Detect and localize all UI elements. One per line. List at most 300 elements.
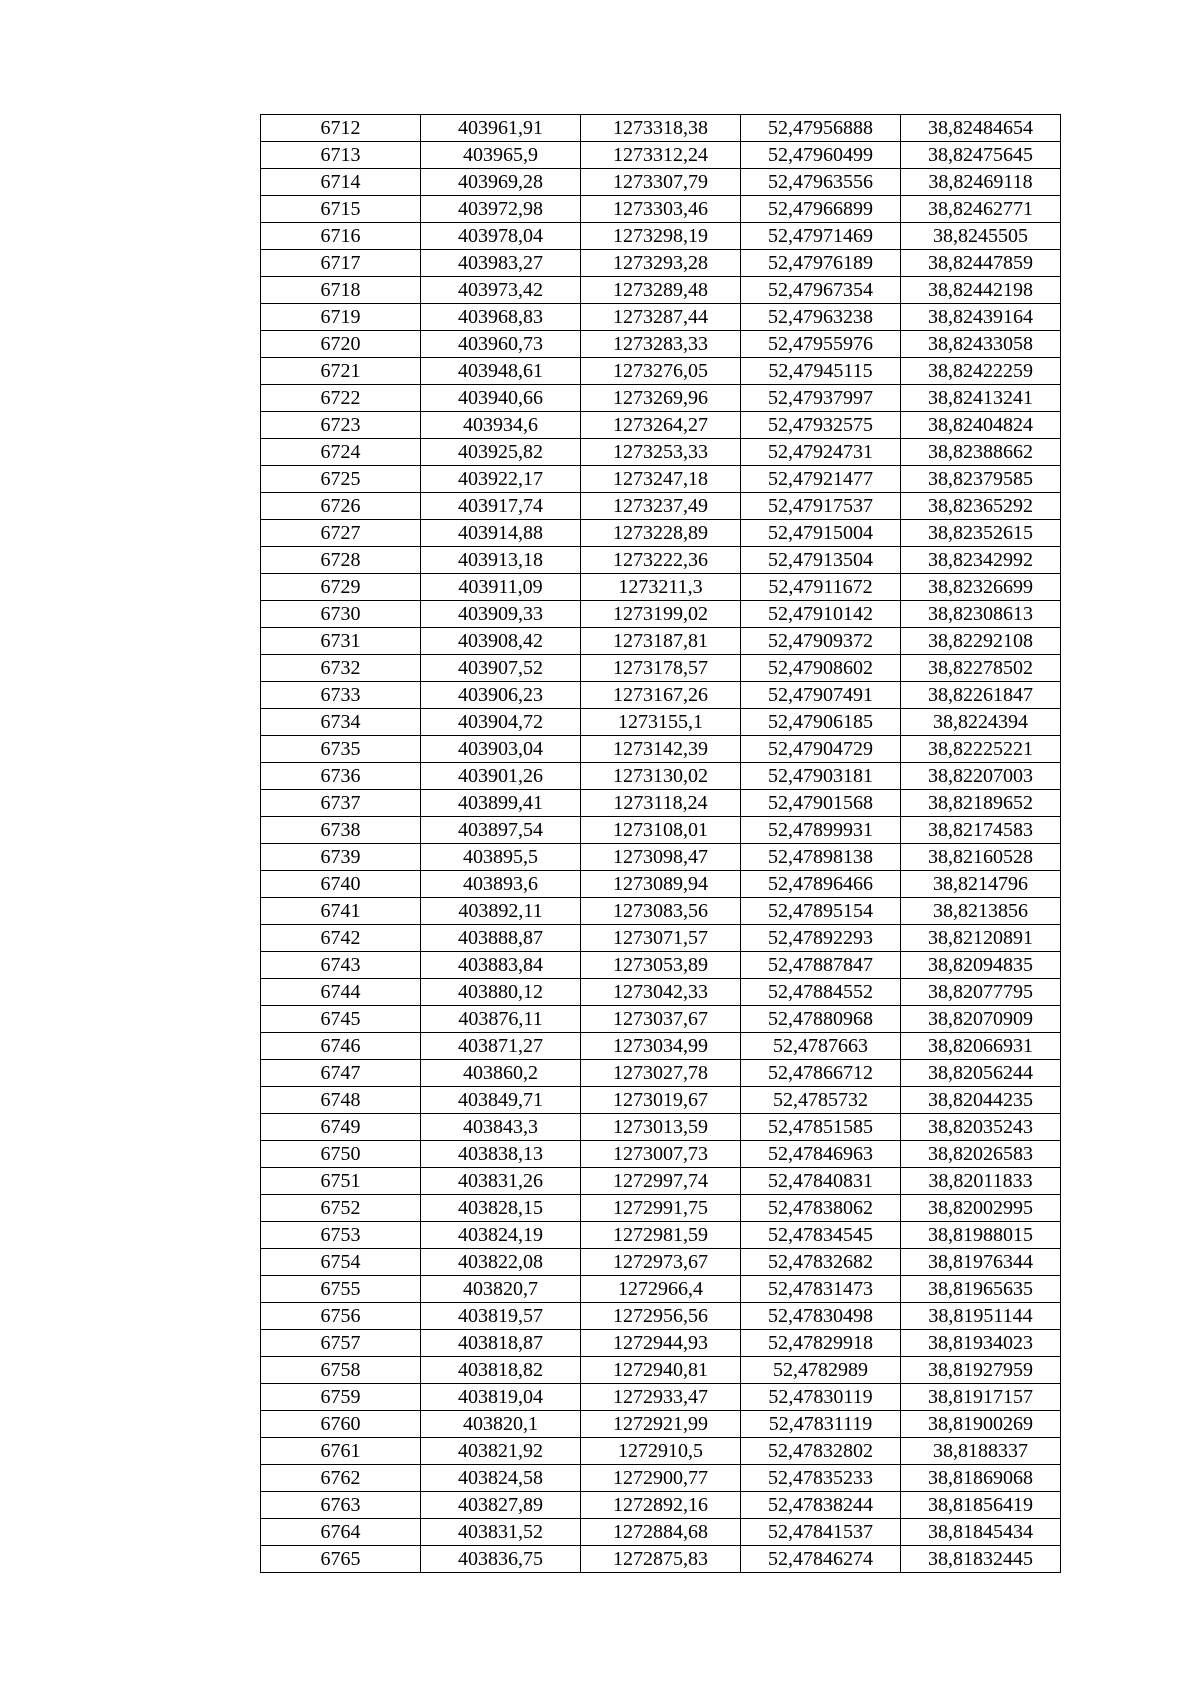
- latitude-cell: 52,47945115: [741, 358, 901, 385]
- table-row: [261, 1222, 1061, 1249]
- longitude-cell: 38,82207003: [901, 763, 1061, 790]
- latitude-cell: 52,47904729: [741, 736, 901, 763]
- longitude-cell: 38,81951144: [901, 1303, 1061, 1330]
- x-coordinate-cell: 403880,12: [421, 979, 581, 1006]
- latitude-cell: 52,47841537: [741, 1519, 901, 1546]
- latitude-cell: 52,4782989: [741, 1357, 901, 1384]
- x-coordinate-cell: 403888,87: [421, 925, 581, 952]
- y-coordinate-cell: 1272933,47: [581, 1384, 741, 1411]
- point-number-cell: 6732: [261, 655, 421, 682]
- table-row: [261, 898, 1061, 925]
- latitude-cell: 52,47887847: [741, 952, 901, 979]
- point-number-cell: 6736: [261, 763, 421, 790]
- point-number-cell: 6762: [261, 1465, 421, 1492]
- x-coordinate-cell: 403968,83: [421, 304, 581, 331]
- longitude-cell: 38,82160528: [901, 844, 1061, 871]
- latitude-cell: 52,47840831: [741, 1168, 901, 1195]
- point-number-cell: 6739: [261, 844, 421, 871]
- point-number-cell: 6740: [261, 871, 421, 898]
- x-coordinate-cell: 403831,52: [421, 1519, 581, 1546]
- table-row: [261, 115, 1061, 142]
- longitude-cell: 38,82035243: [901, 1114, 1061, 1141]
- x-coordinate-cell: 403948,61: [421, 358, 581, 385]
- latitude-cell: 52,47913504: [741, 547, 901, 574]
- latitude-cell: 52,47967354: [741, 277, 901, 304]
- latitude-cell: 52,47895154: [741, 898, 901, 925]
- coordinates-table: [260, 114, 1061, 1573]
- table-row: [261, 223, 1061, 250]
- longitude-cell: 38,82365292: [901, 493, 1061, 520]
- longitude-cell: 38,81900269: [901, 1411, 1061, 1438]
- table-row: [261, 1546, 1061, 1573]
- point-number-cell: 6713: [261, 142, 421, 169]
- table-row: [261, 1033, 1061, 1060]
- x-coordinate-cell: 403843,3: [421, 1114, 581, 1141]
- y-coordinate-cell: 1272981,59: [581, 1222, 741, 1249]
- y-coordinate-cell: 1273253,33: [581, 439, 741, 466]
- table-row: [261, 925, 1061, 952]
- table-row: [261, 1438, 1061, 1465]
- point-number-cell: 6759: [261, 1384, 421, 1411]
- table-row: [261, 1330, 1061, 1357]
- latitude-cell: 52,47963556: [741, 169, 901, 196]
- longitude-cell: 38,82352615: [901, 520, 1061, 547]
- y-coordinate-cell: 1273155,1: [581, 709, 741, 736]
- y-coordinate-cell: 1272944,93: [581, 1330, 741, 1357]
- y-coordinate-cell: 1272910,5: [581, 1438, 741, 1465]
- table-row: [261, 250, 1061, 277]
- latitude-cell: 52,47906185: [741, 709, 901, 736]
- latitude-cell: 52,47832682: [741, 1249, 901, 1276]
- point-number-cell: 6717: [261, 250, 421, 277]
- y-coordinate-cell: 1272991,75: [581, 1195, 741, 1222]
- table-row: [261, 1087, 1061, 1114]
- latitude-cell: 52,47921477: [741, 466, 901, 493]
- y-coordinate-cell: 1272973,67: [581, 1249, 741, 1276]
- x-coordinate-cell: 403969,28: [421, 169, 581, 196]
- point-number-cell: 6753: [261, 1222, 421, 1249]
- point-number-cell: 6718: [261, 277, 421, 304]
- longitude-cell: 38,81988015: [901, 1222, 1061, 1249]
- latitude-cell: 52,47831119: [741, 1411, 901, 1438]
- x-coordinate-cell: 403934,6: [421, 412, 581, 439]
- latitude-cell: 52,47917537: [741, 493, 901, 520]
- y-coordinate-cell: 1273269,96: [581, 385, 741, 412]
- point-number-cell: 6765: [261, 1546, 421, 1573]
- y-coordinate-cell: 1273199,02: [581, 601, 741, 628]
- longitude-cell: 38,8214796: [901, 871, 1061, 898]
- table-row: [261, 628, 1061, 655]
- y-coordinate-cell: 1273142,39: [581, 736, 741, 763]
- x-coordinate-cell: 403960,73: [421, 331, 581, 358]
- point-number-cell: 6744: [261, 979, 421, 1006]
- latitude-cell: 52,47831473: [741, 1276, 901, 1303]
- longitude-cell: 38,82422259: [901, 358, 1061, 385]
- table-row: [261, 1357, 1061, 1384]
- longitude-cell: 38,82308613: [901, 601, 1061, 628]
- point-number-cell: 6737: [261, 790, 421, 817]
- y-coordinate-cell: 1273083,56: [581, 898, 741, 925]
- x-coordinate-cell: 403913,18: [421, 547, 581, 574]
- x-coordinate-cell: 403972,98: [421, 196, 581, 223]
- table-row: [261, 466, 1061, 493]
- point-number-cell: 6721: [261, 358, 421, 385]
- longitude-cell: 38,82066931: [901, 1033, 1061, 1060]
- y-coordinate-cell: 1272997,74: [581, 1168, 741, 1195]
- latitude-cell: 52,47955976: [741, 331, 901, 358]
- latitude-cell: 52,47896466: [741, 871, 901, 898]
- point-number-cell: 6763: [261, 1492, 421, 1519]
- table-row: [261, 817, 1061, 844]
- x-coordinate-cell: 403821,92: [421, 1438, 581, 1465]
- table-row: [261, 1276, 1061, 1303]
- x-coordinate-cell: 403909,33: [421, 601, 581, 628]
- table-row: [261, 1114, 1061, 1141]
- longitude-cell: 38,82056244: [901, 1060, 1061, 1087]
- y-coordinate-cell: 1273037,67: [581, 1006, 741, 1033]
- longitude-cell: 38,82189652: [901, 790, 1061, 817]
- x-coordinate-cell: 403819,57: [421, 1303, 581, 1330]
- longitude-cell: 38,82077795: [901, 979, 1061, 1006]
- x-coordinate-cell: 403827,89: [421, 1492, 581, 1519]
- point-number-cell: 6720: [261, 331, 421, 358]
- y-coordinate-cell: 1273211,3: [581, 574, 741, 601]
- table-row: [261, 655, 1061, 682]
- point-number-cell: 6741: [261, 898, 421, 925]
- latitude-cell: 52,47898138: [741, 844, 901, 871]
- x-coordinate-cell: 403876,11: [421, 1006, 581, 1033]
- point-number-cell: 6745: [261, 1006, 421, 1033]
- table-row: [261, 331, 1061, 358]
- latitude-cell: 52,47915004: [741, 520, 901, 547]
- longitude-cell: 38,81845434: [901, 1519, 1061, 1546]
- y-coordinate-cell: 1273187,81: [581, 628, 741, 655]
- longitude-cell: 38,8213856: [901, 898, 1061, 925]
- x-coordinate-cell: 403822,08: [421, 1249, 581, 1276]
- longitude-cell: 38,81934023: [901, 1330, 1061, 1357]
- point-number-cell: 6752: [261, 1195, 421, 1222]
- longitude-cell: 38,82484654: [901, 115, 1061, 142]
- latitude-cell: 52,47884552: [741, 979, 901, 1006]
- point-number-cell: 6748: [261, 1087, 421, 1114]
- table-row: [261, 547, 1061, 574]
- latitude-cell: 52,47846274: [741, 1546, 901, 1573]
- longitude-cell: 38,81976344: [901, 1249, 1061, 1276]
- x-coordinate-cell: 403818,87: [421, 1330, 581, 1357]
- point-number-cell: 6726: [261, 493, 421, 520]
- table-row: [261, 196, 1061, 223]
- longitude-cell: 38,82261847: [901, 682, 1061, 709]
- table-row: [261, 520, 1061, 547]
- latitude-cell: 52,47846963: [741, 1141, 901, 1168]
- x-coordinate-cell: 403922,17: [421, 466, 581, 493]
- longitude-cell: 38,82439164: [901, 304, 1061, 331]
- latitude-cell: 52,4785732: [741, 1087, 901, 1114]
- table-row: [261, 1411, 1061, 1438]
- latitude-cell: 52,47901568: [741, 790, 901, 817]
- table-row: [261, 790, 1061, 817]
- x-coordinate-cell: 403819,04: [421, 1384, 581, 1411]
- x-coordinate-cell: 403904,72: [421, 709, 581, 736]
- latitude-cell: 52,47829918: [741, 1330, 901, 1357]
- y-coordinate-cell: 1273130,02: [581, 763, 741, 790]
- point-number-cell: 6756: [261, 1303, 421, 1330]
- x-coordinate-cell: 403973,42: [421, 277, 581, 304]
- x-coordinate-cell: 403911,09: [421, 574, 581, 601]
- coordinates-table-body: [261, 115, 1061, 1573]
- point-number-cell: 6714: [261, 169, 421, 196]
- y-coordinate-cell: 1273071,57: [581, 925, 741, 952]
- latitude-cell: 52,47907491: [741, 682, 901, 709]
- longitude-cell: 38,82475645: [901, 142, 1061, 169]
- x-coordinate-cell: 403836,75: [421, 1546, 581, 1573]
- table-row: [261, 1492, 1061, 1519]
- longitude-cell: 38,82413241: [901, 385, 1061, 412]
- table-row: [261, 169, 1061, 196]
- y-coordinate-cell: 1273007,73: [581, 1141, 741, 1168]
- x-coordinate-cell: 403824,58: [421, 1465, 581, 1492]
- y-coordinate-cell: 1273303,46: [581, 196, 741, 223]
- point-number-cell: 6749: [261, 1114, 421, 1141]
- point-number-cell: 6725: [261, 466, 421, 493]
- latitude-cell: 52,47866712: [741, 1060, 901, 1087]
- y-coordinate-cell: 1273019,67: [581, 1087, 741, 1114]
- y-coordinate-cell: 1273287,44: [581, 304, 741, 331]
- table-row: [261, 979, 1061, 1006]
- y-coordinate-cell: 1273013,59: [581, 1114, 741, 1141]
- x-coordinate-cell: 403925,82: [421, 439, 581, 466]
- y-coordinate-cell: 1273098,47: [581, 844, 741, 871]
- x-coordinate-cell: 403820,7: [421, 1276, 581, 1303]
- x-coordinate-cell: 403892,11: [421, 898, 581, 925]
- table-row: [261, 1141, 1061, 1168]
- point-number-cell: 6764: [261, 1519, 421, 1546]
- point-number-cell: 6712: [261, 115, 421, 142]
- longitude-cell: 38,82447859: [901, 250, 1061, 277]
- table-row: [261, 709, 1061, 736]
- latitude-cell: 52,47851585: [741, 1114, 901, 1141]
- latitude-cell: 52,47830119: [741, 1384, 901, 1411]
- table-row: [261, 1384, 1061, 1411]
- y-coordinate-cell: 1273264,27: [581, 412, 741, 439]
- y-coordinate-cell: 1273307,79: [581, 169, 741, 196]
- point-number-cell: 6754: [261, 1249, 421, 1276]
- y-coordinate-cell: 1272940,81: [581, 1357, 741, 1384]
- latitude-cell: 52,47932575: [741, 412, 901, 439]
- latitude-cell: 52,47880968: [741, 1006, 901, 1033]
- y-coordinate-cell: 1273178,57: [581, 655, 741, 682]
- longitude-cell: 38,82326699: [901, 574, 1061, 601]
- y-coordinate-cell: 1273034,99: [581, 1033, 741, 1060]
- y-coordinate-cell: 1272900,77: [581, 1465, 741, 1492]
- x-coordinate-cell: 403965,9: [421, 142, 581, 169]
- point-number-cell: 6757: [261, 1330, 421, 1357]
- y-coordinate-cell: 1273247,18: [581, 466, 741, 493]
- point-number-cell: 6755: [261, 1276, 421, 1303]
- y-coordinate-cell: 1273118,24: [581, 790, 741, 817]
- point-number-cell: 6751: [261, 1168, 421, 1195]
- y-coordinate-cell: 1272966,4: [581, 1276, 741, 1303]
- table-row: [261, 1195, 1061, 1222]
- table-row: [261, 1168, 1061, 1195]
- latitude-cell: 52,47832802: [741, 1438, 901, 1465]
- table-row: [261, 142, 1061, 169]
- latitude-cell: 52,4787663: [741, 1033, 901, 1060]
- longitude-cell: 38,82433058: [901, 331, 1061, 358]
- longitude-cell: 38,82120891: [901, 925, 1061, 952]
- y-coordinate-cell: 1272921,99: [581, 1411, 741, 1438]
- point-number-cell: 6734: [261, 709, 421, 736]
- longitude-cell: 38,82278502: [901, 655, 1061, 682]
- y-coordinate-cell: 1272956,56: [581, 1303, 741, 1330]
- point-number-cell: 6746: [261, 1033, 421, 1060]
- longitude-cell: 38,81869068: [901, 1465, 1061, 1492]
- table-row: [261, 763, 1061, 790]
- longitude-cell: 38,8245505: [901, 223, 1061, 250]
- y-coordinate-cell: 1273167,26: [581, 682, 741, 709]
- longitude-cell: 38,82379585: [901, 466, 1061, 493]
- longitude-cell: 38,8188337: [901, 1438, 1061, 1465]
- table-row: [261, 952, 1061, 979]
- longitude-cell: 38,81927959: [901, 1357, 1061, 1384]
- table-row: [261, 304, 1061, 331]
- x-coordinate-cell: 403831,26: [421, 1168, 581, 1195]
- point-number-cell: 6733: [261, 682, 421, 709]
- table-row: [261, 574, 1061, 601]
- longitude-cell: 38,82388662: [901, 439, 1061, 466]
- y-coordinate-cell: 1272884,68: [581, 1519, 741, 1546]
- y-coordinate-cell: 1273293,28: [581, 250, 741, 277]
- point-number-cell: 6723: [261, 412, 421, 439]
- y-coordinate-cell: 1273027,78: [581, 1060, 741, 1087]
- latitude-cell: 52,47924731: [741, 439, 901, 466]
- longitude-cell: 38,82044235: [901, 1087, 1061, 1114]
- latitude-cell: 52,47909372: [741, 628, 901, 655]
- latitude-cell: 52,47976189: [741, 250, 901, 277]
- latitude-cell: 52,47838244: [741, 1492, 901, 1519]
- table-row: [261, 412, 1061, 439]
- point-number-cell: 6730: [261, 601, 421, 628]
- point-number-cell: 6729: [261, 574, 421, 601]
- latitude-cell: 52,47960499: [741, 142, 901, 169]
- longitude-cell: 38,81856419: [901, 1492, 1061, 1519]
- table-row: [261, 1465, 1061, 1492]
- latitude-cell: 52,47830498: [741, 1303, 901, 1330]
- x-coordinate-cell: 403906,23: [421, 682, 581, 709]
- x-coordinate-cell: 403917,74: [421, 493, 581, 520]
- y-coordinate-cell: 1273108,01: [581, 817, 741, 844]
- x-coordinate-cell: 403820,1: [421, 1411, 581, 1438]
- y-coordinate-cell: 1273318,38: [581, 115, 741, 142]
- point-number-cell: 6722: [261, 385, 421, 412]
- latitude-cell: 52,47908602: [741, 655, 901, 682]
- y-coordinate-cell: 1272892,16: [581, 1492, 741, 1519]
- point-number-cell: 6719: [261, 304, 421, 331]
- point-number-cell: 6731: [261, 628, 421, 655]
- point-number-cell: 6715: [261, 196, 421, 223]
- latitude-cell: 52,47956888: [741, 115, 901, 142]
- point-number-cell: 6738: [261, 817, 421, 844]
- table-row: [261, 601, 1061, 628]
- table-row: [261, 844, 1061, 871]
- table-row: [261, 1006, 1061, 1033]
- y-coordinate-cell: 1273053,89: [581, 952, 741, 979]
- x-coordinate-cell: 403978,04: [421, 223, 581, 250]
- table-row: [261, 439, 1061, 466]
- x-coordinate-cell: 403893,6: [421, 871, 581, 898]
- point-number-cell: 6742: [261, 925, 421, 952]
- longitude-cell: 38,82292108: [901, 628, 1061, 655]
- point-number-cell: 6758: [261, 1357, 421, 1384]
- y-coordinate-cell: 1273298,19: [581, 223, 741, 250]
- point-number-cell: 6735: [261, 736, 421, 763]
- longitude-cell: 38,82462771: [901, 196, 1061, 223]
- longitude-cell: 38,82070909: [901, 1006, 1061, 1033]
- y-coordinate-cell: 1273312,24: [581, 142, 741, 169]
- latitude-cell: 52,47838062: [741, 1195, 901, 1222]
- x-coordinate-cell: 403940,66: [421, 385, 581, 412]
- table-row: [261, 1249, 1061, 1276]
- x-coordinate-cell: 403838,13: [421, 1141, 581, 1168]
- point-number-cell: 6743: [261, 952, 421, 979]
- x-coordinate-cell: 403828,15: [421, 1195, 581, 1222]
- longitude-cell: 38,82442198: [901, 277, 1061, 304]
- longitude-cell: 38,81917157: [901, 1384, 1061, 1411]
- table-row: [261, 493, 1061, 520]
- point-number-cell: 6724: [261, 439, 421, 466]
- x-coordinate-cell: 403871,27: [421, 1033, 581, 1060]
- latitude-cell: 52,47937997: [741, 385, 901, 412]
- table-row: [261, 871, 1061, 898]
- x-coordinate-cell: 403883,84: [421, 952, 581, 979]
- point-number-cell: 6750: [261, 1141, 421, 1168]
- y-coordinate-cell: 1273228,89: [581, 520, 741, 547]
- table-row: [261, 682, 1061, 709]
- table-row: [261, 1519, 1061, 1546]
- table-row: [261, 385, 1061, 412]
- x-coordinate-cell: 403824,19: [421, 1222, 581, 1249]
- longitude-cell: 38,8224394: [901, 709, 1061, 736]
- latitude-cell: 52,47892293: [741, 925, 901, 952]
- latitude-cell: 52,47899931: [741, 817, 901, 844]
- x-coordinate-cell: 403908,42: [421, 628, 581, 655]
- x-coordinate-cell: 403899,41: [421, 790, 581, 817]
- longitude-cell: 38,82469118: [901, 169, 1061, 196]
- longitude-cell: 38,82002995: [901, 1195, 1061, 1222]
- x-coordinate-cell: 403914,88: [421, 520, 581, 547]
- point-number-cell: 6728: [261, 547, 421, 574]
- y-coordinate-cell: 1272875,83: [581, 1546, 741, 1573]
- y-coordinate-cell: 1273222,36: [581, 547, 741, 574]
- y-coordinate-cell: 1273237,49: [581, 493, 741, 520]
- longitude-cell: 38,82026583: [901, 1141, 1061, 1168]
- latitude-cell: 52,47971469: [741, 223, 901, 250]
- point-number-cell: 6727: [261, 520, 421, 547]
- longitude-cell: 38,81965635: [901, 1276, 1061, 1303]
- x-coordinate-cell: 403961,91: [421, 115, 581, 142]
- table-row: [261, 736, 1061, 763]
- longitude-cell: 38,82225221: [901, 736, 1061, 763]
- latitude-cell: 52,47911672: [741, 574, 901, 601]
- longitude-cell: 38,82174583: [901, 817, 1061, 844]
- x-coordinate-cell: 403901,26: [421, 763, 581, 790]
- table-row: [261, 1060, 1061, 1087]
- point-number-cell: 6761: [261, 1438, 421, 1465]
- latitude-cell: 52,47834545: [741, 1222, 901, 1249]
- y-coordinate-cell: 1273276,05: [581, 358, 741, 385]
- x-coordinate-cell: 403897,54: [421, 817, 581, 844]
- latitude-cell: 52,47910142: [741, 601, 901, 628]
